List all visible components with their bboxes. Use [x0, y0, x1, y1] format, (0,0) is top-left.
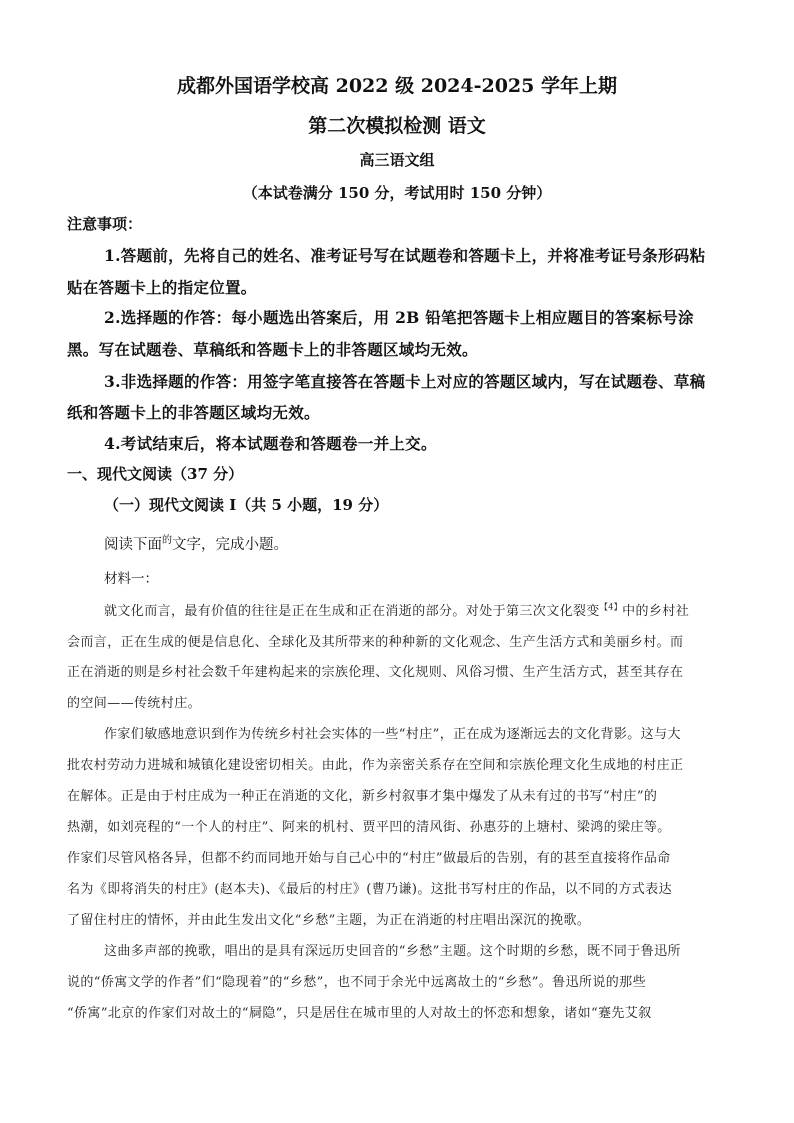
footnote-marker[interactable]: 【4】 — [599, 602, 623, 612]
notice-line: 黑。写在试题卷、草稿纸和答题卡上的非答题区域均无效。 — [67, 340, 478, 359]
score-info: （本试卷满分 150 分，考试用时 150 分钟） — [242, 184, 552, 202]
exam-title-line1: 成都外国语学校高 2022 级 2024-2025 学年上期 — [177, 75, 617, 97]
material-line: 作家们敏感地意识到作为传统乡村社会实体的一些“村庄”，正在成为逐渐远去的文化背影。这与大 — [104, 727, 681, 742]
material-line: 的空间——传统村庄。 — [67, 696, 202, 711]
subsection-heading: （一）现代文阅读 I（共 5 小题，19 分） — [104, 496, 389, 514]
notice-line: 1.答题前，先将自己的姓名、准考证号写在试题卷和答题卡上，并将准考证号条形码粘 — [104, 246, 706, 265]
material-line: 热潮，如刘亮程的“一个人的村庄”、阿来的机村、贾平凹的清风街、孙惠芬的上塘村、梁鸿的梁庄等。 — [67, 820, 671, 835]
material-line: 说的“侨寓文学的作者”们“隐现着”的“乡愁”，也不同于余光中远离故土的“乡愁”。鲁迅所说的那些 — [67, 975, 646, 990]
material-line: 作家们尽管风格各异，但都不约而同地开始与自己心中的“村庄”做最后的告别，有的甚至直接将作品命 — [67, 851, 671, 866]
exam-subtitle: 高三语文组 — [359, 151, 435, 169]
material-line: 名为《即将消失的村庄》(赵本夫)、《最后的村庄》(曹乃谦)。这批书写村庄的作品，以不同的方式表达 — [67, 882, 672, 897]
material-line: 正在消逝的则是乡村社会数千年建构起来的宗族伦理、文化规则、风俗习惯、生产生活方式，甚至其存在 — [67, 665, 684, 680]
notice-line: 贴在答题卡上的指定位置。 — [67, 278, 257, 297]
notice-line: 3.非选择题的作答：用签字笔直接答在答题卡上对应的答题区域内，写在试题卷、草稿 — [104, 372, 706, 391]
material-line: 在解体。正是由于村庄成为一种正在消逝的文化，新乡村叙事才集中爆发了从未有过的书写“村庄”的 — [67, 789, 658, 804]
exam-title-line2: 第二次模拟检测 语文 — [308, 115, 486, 137]
material-line: 会而言，正在生成的便是信息化、全球化及其所带来的种种新的文化观念、生产生活方式和美丽乡村。而 — [67, 635, 684, 650]
material-line: “侨寓”北京的作家们对故土的“屙隐”，只是居住在城市里的人对故土的怀恋和想象，诸如“蹇先艾叙 — [67, 1006, 652, 1021]
notice-line: 2.选择题的作答：每小题选出答案后，用 2B 铅笔把答题卡上相应题目的答案标号涂 — [104, 308, 694, 327]
material-line: 就文化而言，最有价值的往往是正在生成和正在消逝的部分。对处于第三次文化裂变$^{【4】}$中的乡村社 — [104, 602, 690, 619]
notice-heading: 注意事项： — [67, 215, 143, 233]
notice-line: 纸和答题卡上的非答题区域均无效。 — [67, 403, 320, 422]
reading-instruction: 阅读下面$^的$文字，完成小题。 — [104, 535, 288, 553]
material-line: 这曲多声部的挽歌，唱出的是具有深远历史回音的“乡愁”主题。这个时期的乡愁，既不同于鲁迅所 — [104, 944, 681, 959]
material-line: 批农村劳动力进城和城镇化建设密切相关。由此，作为亲密关系存在空间和宗族伦理文化生成地的村庄正 — [67, 758, 684, 773]
section-heading: 一、现代文阅读（37 分） — [67, 465, 244, 483]
material-label: 材料一： — [104, 571, 158, 587]
material-line: 了留住村庄的情怀，并由此生发出文化“乡愁”主题，为正在消逝的村庄唱出深沉的挽歌。 — [67, 913, 591, 928]
notice-line: 4.考试结束后，将本试题卷和答题卷一并上交。 — [104, 434, 437, 453]
